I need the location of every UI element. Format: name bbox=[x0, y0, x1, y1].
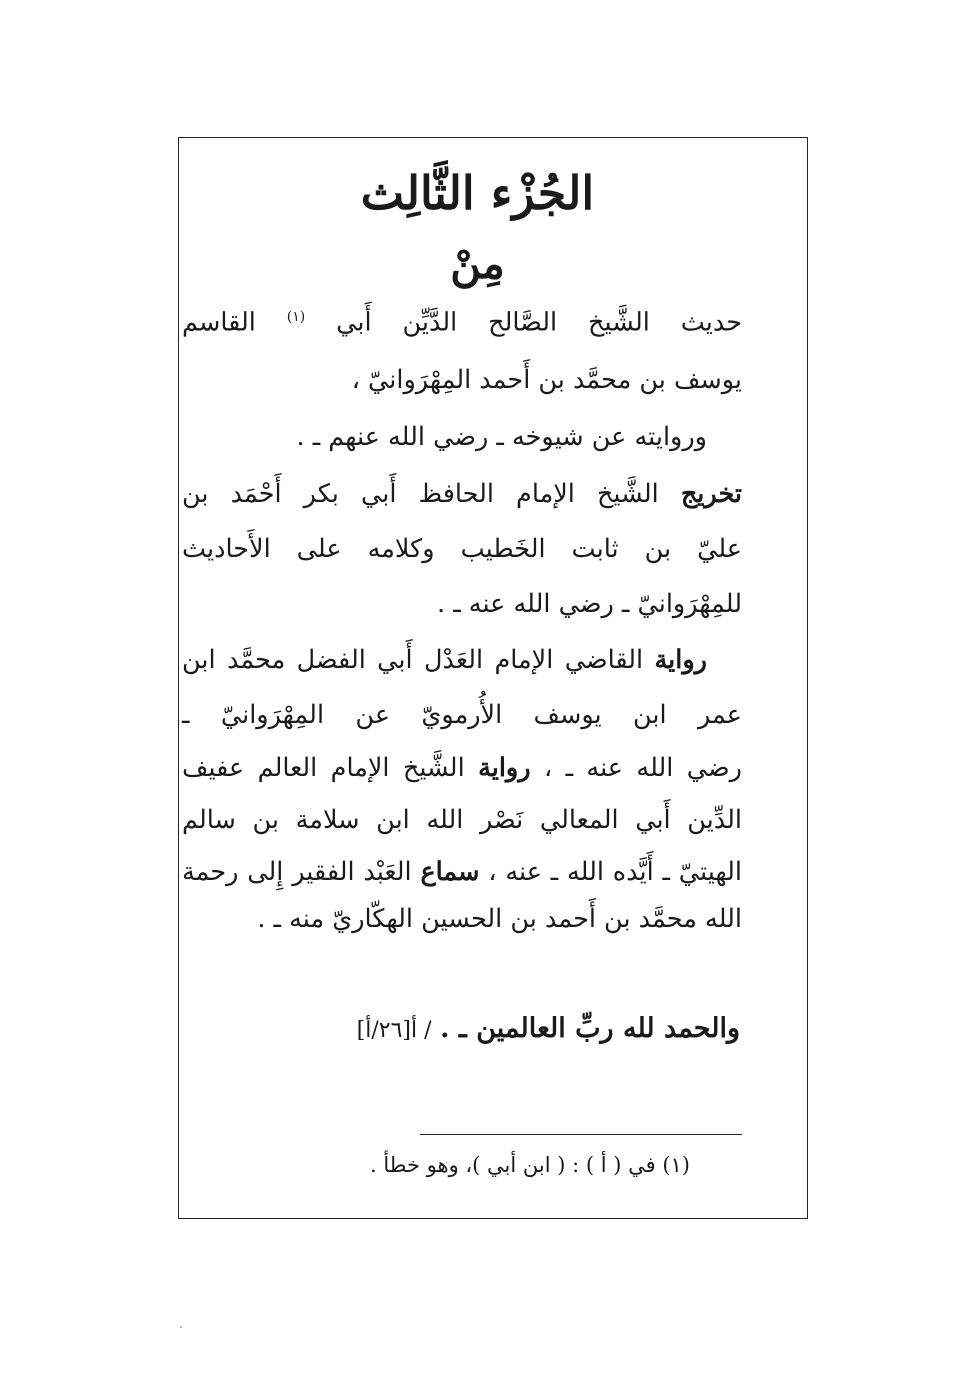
text-line-9 bbox=[182, 753, 742, 783]
text-line-1 bbox=[182, 307, 743, 338]
page-frame bbox=[178, 137, 808, 1219]
footnote: (١) في ( أ ) : ( ابن أبي )، وهو خطأ . bbox=[370, 1153, 690, 1177]
text-line-6: للمِهْرَوانيّ ـ رضي الله عنه ـ . bbox=[437, 589, 742, 619]
closing-text: والحمد لله ربِّ العالمين ـ . bbox=[440, 1013, 740, 1044]
text-line-5: عليّ بن ثابت الخَطيب وكلامه على الأَحاديث bbox=[182, 534, 742, 564]
keyword-samaa: سماع bbox=[420, 857, 480, 887]
text-line-2: يوسف بن محمَّد بن أَحمد المِهْرَوانيّ ، bbox=[351, 365, 742, 395]
line-4-text: الشَّيخ الإمام الحافظ أَبي بكر أَحْمَد بن bbox=[182, 479, 681, 509]
line-1-text: حديث الشَّيخ الصَّالح الدَّيِّن أَبي bbox=[336, 307, 743, 338]
footnote-divider bbox=[420, 1134, 742, 1135]
page-subtitle: مِنْ bbox=[450, 239, 505, 288]
text-line-7 bbox=[182, 645, 707, 675]
keyword-takhrij: تخريج bbox=[680, 479, 742, 509]
text-line-8: عمر ابن يوسف الأُرمويّ عن المِهْرَوانيّ ـ bbox=[182, 700, 742, 730]
line-9-text-start: رضي الله عنه ـ ، bbox=[530, 753, 742, 783]
footnote-marker: (١) bbox=[286, 309, 306, 325]
text-line-4 bbox=[182, 479, 742, 509]
text-line-3: وروايته عن شيوخه ـ رضي الله عنهم ـ . bbox=[296, 422, 707, 452]
text-line-11 bbox=[182, 857, 742, 887]
line-1-text-end: القاسم bbox=[182, 307, 287, 338]
text-line-12: الله محمَّد بن أَحمد بن الحسين الهكّاريّ منه ـ . bbox=[257, 904, 742, 934]
closing-line bbox=[357, 1015, 740, 1042]
text-line-10: الدِّين أَبي المعالي نَصْر الله ابن سلامة بن سالم bbox=[182, 805, 742, 835]
keyword-riwaya-1: رواية bbox=[654, 645, 707, 675]
line-11-text: العَبْد الفقير إِلى رحمة bbox=[182, 857, 421, 887]
page-title: الجُزْء الثَّالِث bbox=[360, 166, 595, 220]
keyword-riwaya-2: رواية bbox=[478, 753, 531, 783]
line-7-text: القاضي الإمام العَدْل أَبي الفضل محمَّد ابن bbox=[182, 645, 655, 675]
folio-marker: / أ[٢٦/أ] bbox=[356, 1018, 432, 1043]
line-9-text: الشَّيخ الإمام العالم عفيف bbox=[182, 753, 479, 783]
scan-speck bbox=[180, 1326, 182, 1328]
line-11-text-start: الهيتيّ ـ أَيَّده الله ـ عنه ، bbox=[479, 857, 742, 887]
